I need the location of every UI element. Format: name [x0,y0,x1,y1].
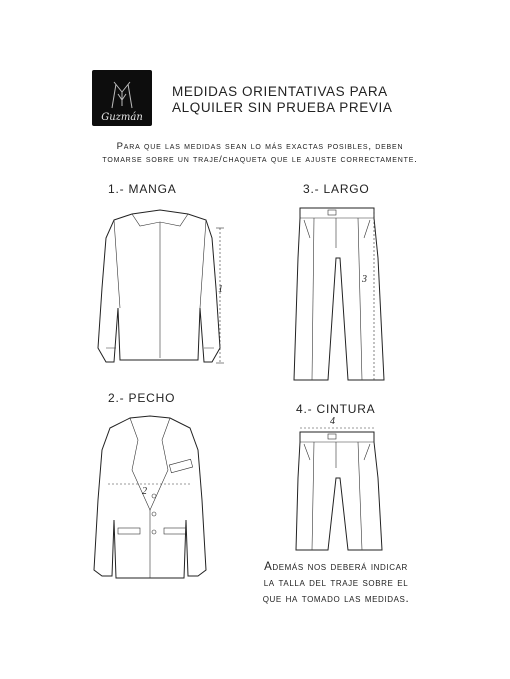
trousers-largo-illustration [292,198,402,388]
note-line-1: Además nos deberá indicar [264,561,408,573]
marker-2 [138,482,158,502]
heading-pecho: 2.- PECHO [108,391,176,405]
marker-1 [214,280,234,300]
brand-logo [92,70,152,126]
heading-largo: 3.- LARGO [303,182,370,196]
trousers-cintura-illustration [292,418,402,558]
logo-wordmark: Guzmán [101,112,143,123]
title-line-2: ALQUILER SIN PRUEBA PREVIA [172,100,393,115]
marker-3 [358,270,378,290]
svg-text:2: 2 [142,486,147,497]
note-text [236,559,436,607]
page-title [172,84,392,116]
heading-cintura: 4.- CINTURA [296,402,376,416]
intro-text [40,140,480,166]
note-line-3: que ha tomado las medidas. [262,593,410,605]
intro-line-1: Para que las medidas sean lo más exactas posibles, deben [116,141,404,152]
marker-4 [328,414,348,434]
svg-text:4: 4 [330,416,335,427]
title-line-1: MEDIDAS ORIENTATIVAS PARA [172,84,388,99]
heading-manga: 1.- MANGA [108,182,177,196]
svg-text:1: 1 [218,284,223,295]
svg-text:3: 3 [362,274,367,285]
note-line-2: la talla del traje sobre el [263,577,409,589]
intro-line-2: tomarse sobre un traje/chaqueta que le ajuste correctamente. [102,154,418,165]
